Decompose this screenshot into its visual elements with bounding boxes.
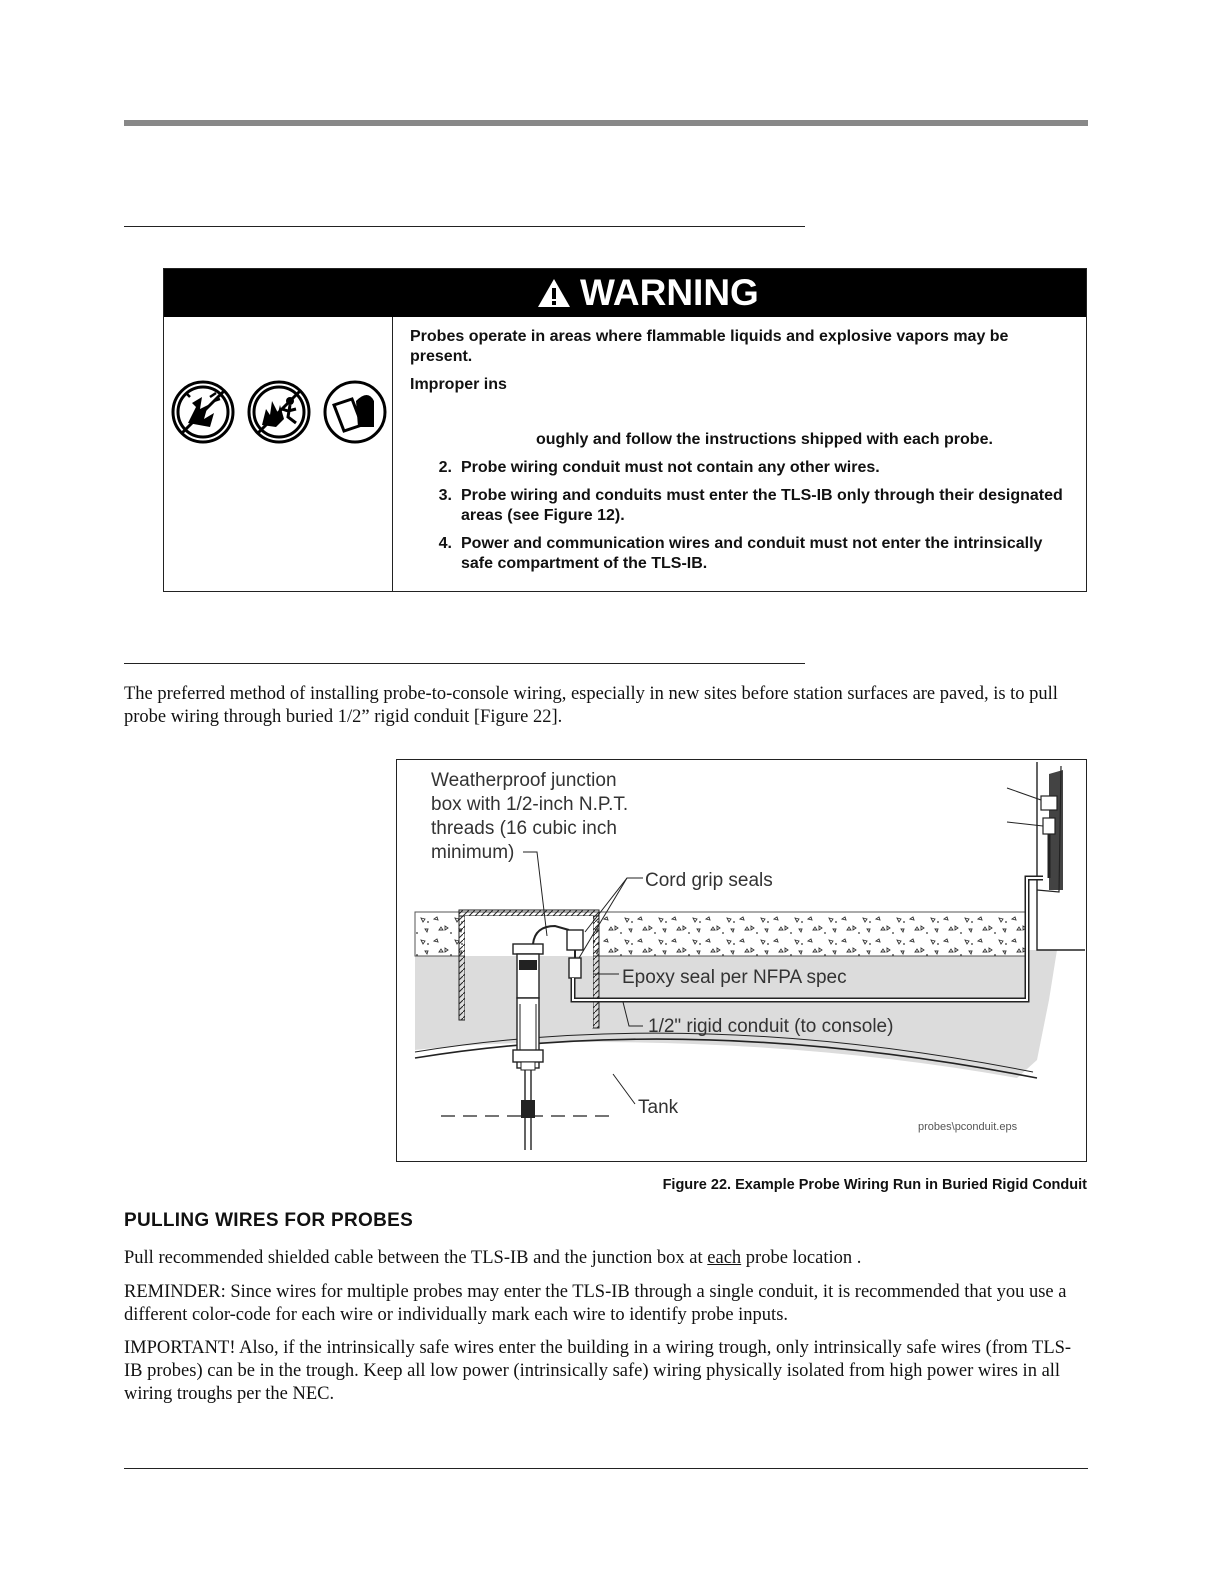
conduit-label: 1/2" rigid conduit (to console): [648, 1016, 894, 1037]
warning-triangle-icon: [536, 277, 572, 309]
warning-divider: [392, 317, 393, 592]
read-manual-icon: [322, 379, 388, 445]
epoxy-seal-label: Epoxy seal per NFPA spec: [622, 967, 847, 988]
warning-header: [164, 269, 1086, 317]
section-rule-middle: [124, 663, 805, 664]
junction-label-line: box with 1/2-inch N.P.T.: [431, 794, 629, 815]
file-label: probes\pconduit.eps: [918, 1121, 1018, 1133]
warning-paragraph-2: Improper ins: [410, 376, 507, 393]
warning-title: [504, 269, 1084, 317]
intro-paragraph: The preferred method of installing probe-to-console wiring, especially in new sites before station surfaces are paved, is to pull probe wiring through buried 1/2” rigid conduit [Figure 22].: [124, 684, 1058, 727]
footer-rule: [124, 1468, 1088, 1469]
svg-text:Weatherproof junction: [431, 770, 617, 791]
svg-text:box with 1/2-inch N.P.T.: [431, 794, 628, 815]
tank-label: Tank: [638, 1097, 679, 1118]
warning-box: [163, 268, 1087, 592]
explosion-hazard-icon: [170, 379, 236, 445]
figure-22: [396, 759, 1087, 1162]
warning-paragraph-1: Probes operate in areas where flammable liquids and explosive vapors may be present.: [410, 328, 1009, 365]
warning-list-item: 3. Probe wiring and conduits must enter the TLS-IB only through their designated areas (see Figure 12).: [438, 487, 1063, 524]
hazard-icons: [170, 379, 390, 447]
wall-junction-box: [1041, 796, 1057, 810]
junction-label-line: Weatherproof junction: [431, 770, 617, 791]
cord-grip-label: Cord grip seals: [645, 870, 773, 891]
junction-box: [567, 930, 583, 950]
conduit-diagram: [397, 760, 1087, 1162]
warning-list-item: 2. Probe wiring conduit must not contain any other wires.: [438, 459, 880, 476]
manway-lid: [459, 910, 599, 916]
pull-wires-paragraph: Pull recommended shielded cable between the TLS-IB and the junction box at each probe location .: [124, 1248, 862, 1268]
svg-text:threads (16 cubic inch: [431, 818, 617, 839]
section-rule-top: [124, 226, 805, 227]
probe-head: [513, 944, 543, 954]
warning-title-text: WARNING: [580, 272, 759, 313]
warning-list: [410, 458, 1074, 574]
fire-hazard-icon: [246, 379, 312, 445]
junction-label-line: threads (16 cubic inch: [431, 818, 617, 839]
warning-item-1-tail: oughly and follow the instructions shipped with each probe.: [536, 431, 993, 448]
svg-text:minimum): [431, 842, 514, 863]
warning-text: [410, 327, 1074, 582]
section-heading: PULLING WIRES FOR PROBES: [124, 1210, 414, 1231]
important-paragraph: IMPORTANT! Also, if the intrinsically safe wires enter the building in a wiring trough, only intrinsically safe wires (from TLS-IB probes) can be in the trough. Keep all low power (intrinsically safe) wiring physically isolated from high power wires in all wiring troughs per the NEC.: [124, 1338, 1072, 1404]
reminder-paragraph: REMINDER: Since wires for multiple probes may enter the TLS-IB through a single conduit, it is recommended that you use a different color-code for each wire or individually mark each wire to identify probe inputs.: [124, 1282, 1067, 1325]
warning-list-item: 4. Power and communication wires and conduit must not enter the intrinsically safe compartment of the TLS-IB.: [438, 535, 1043, 572]
header-bar: [124, 120, 1088, 126]
figure-caption: Figure 22. Example Probe Wiring Run in Buried Rigid Conduit: [662, 1177, 1087, 1193]
junction-label-line: minimum): [431, 842, 515, 863]
